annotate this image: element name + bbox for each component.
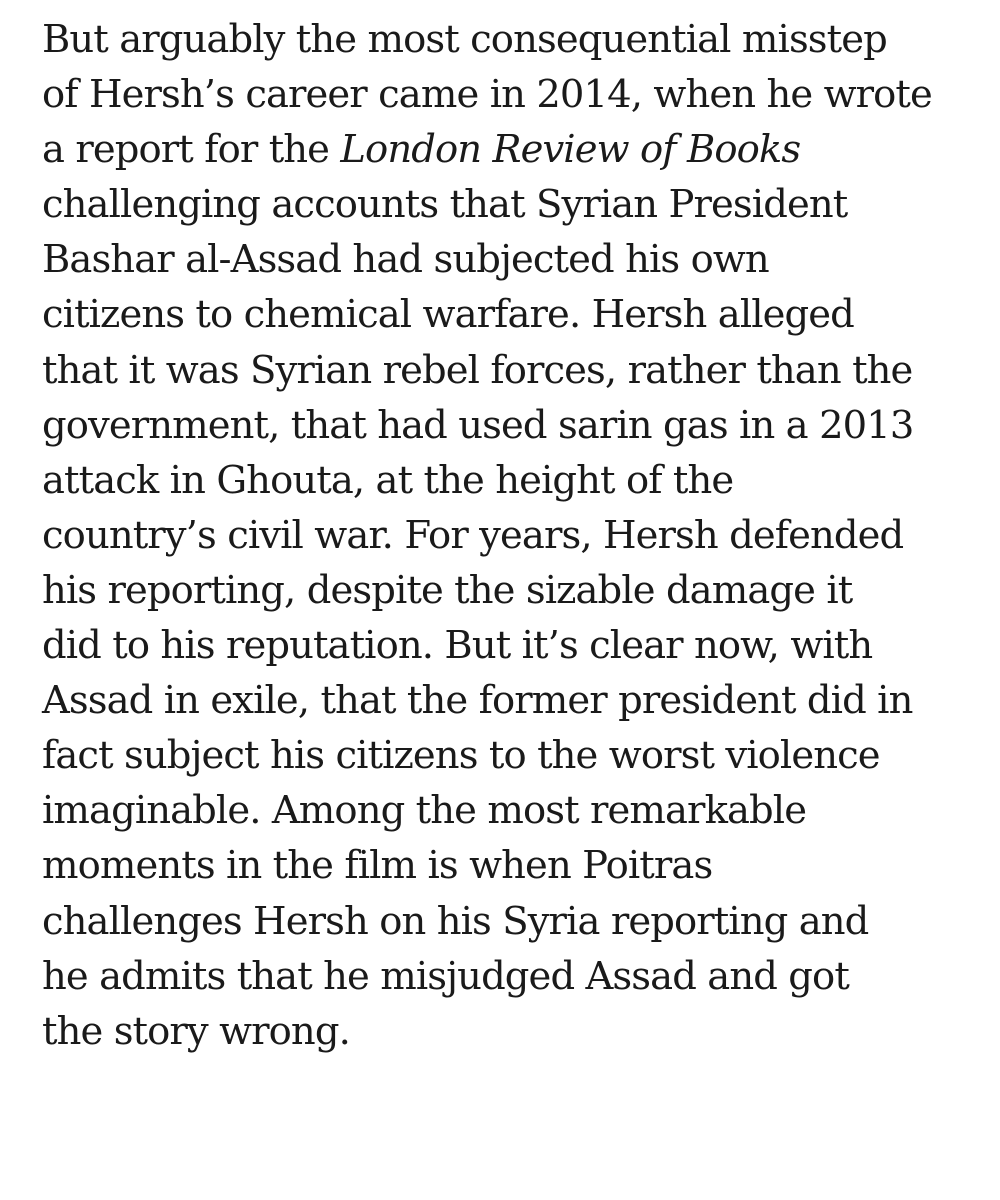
publication-title: London Review of Books	[340, 127, 801, 173]
paragraph-line: Assad in exile, that the former president did in	[42, 678, 913, 724]
paragraph-line: his reporting, despite the sizable damage it	[42, 567, 853, 613]
paragraph-line: challenges Hersh on his Syria reporting and	[42, 898, 869, 944]
paragraph-line: the story wrong.	[42, 1008, 350, 1054]
paragraph-line: challenging accounts that Syrian President	[42, 182, 848, 228]
paragraph-line: government, that had used sarin gas in a 2013	[42, 402, 914, 448]
paragraph-line: attack in Ghouta, at the height of the	[42, 457, 734, 503]
paragraph-line: moments in the film is when Poitras	[42, 843, 713, 889]
paragraph-line: country’s civil war. For years, Hersh defended	[42, 512, 904, 558]
article-paragraph	[42, 12, 982, 1059]
paragraph-line: of Hersh’s career came in 2014, when he wrote	[42, 72, 932, 118]
paragraph-line: Bashar al-Assad had subjected his own	[42, 237, 769, 283]
paragraph-line: fact subject his citizens to the worst violence	[42, 733, 880, 779]
paragraph-line: imaginable. Among the most remarkable	[42, 788, 807, 834]
paragraph-line: citizens to chemical warfare. Hersh alleged	[42, 292, 854, 338]
paragraph-line: did to his reputation. But it’s clear now, with	[42, 623, 873, 669]
paragraph-line: that it was Syrian rebel forces, rather than the	[42, 347, 913, 393]
paragraph-line: he admits that he misjudged Assad and got	[42, 953, 849, 999]
paragraph-line: But arguably the most consequential misstep	[42, 17, 887, 62]
line-text: a report for the	[42, 127, 341, 173]
paragraph-line	[42, 122, 982, 177]
